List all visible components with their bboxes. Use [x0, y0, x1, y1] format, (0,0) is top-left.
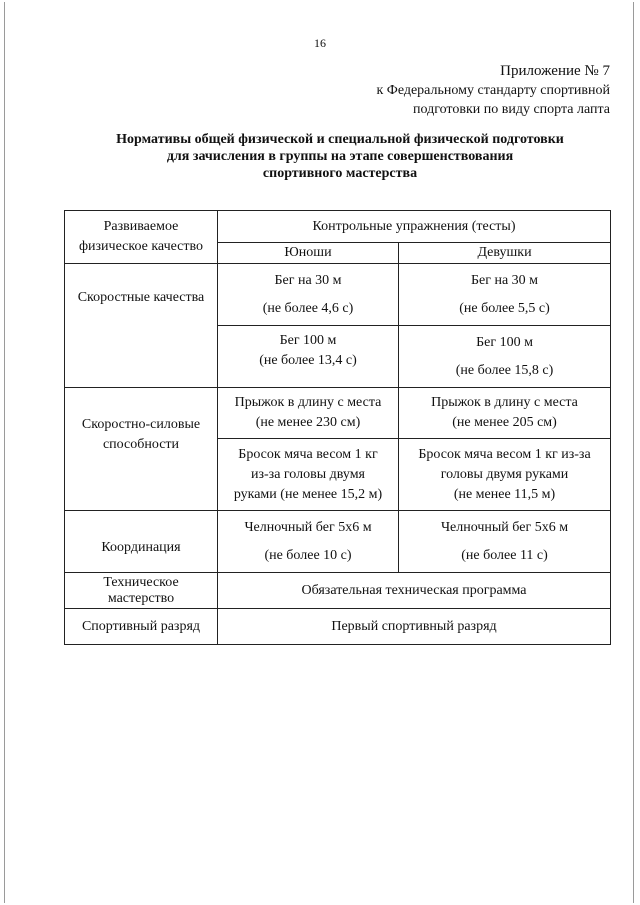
appendix-number: Приложение № 7: [500, 63, 610, 79]
rank-quality-cell: Спортивный разряд: [65, 609, 218, 645]
speed-quality-label: Скоростные качества: [77, 289, 205, 305]
title-line-1: Нормативы общей физической и специальной физической подготовки: [116, 132, 564, 147]
coordination-girls-name: Челночный бег 5х6 м: [440, 519, 569, 535]
speed-strength-quality: [69, 415, 213, 455]
jump-boys-name: Прыжок в длину с места: [234, 395, 382, 410]
jump-boys-value: (не менее 230 см): [255, 415, 361, 430]
header-quality-cell: [65, 211, 218, 264]
appendix-line-3: подготовки по виду спорта лапта: [412, 102, 610, 117]
speed-strength-quality-line-2: способности: [102, 437, 180, 452]
table-row: [65, 511, 611, 573]
header-quality-line-2: физическое качество: [78, 239, 204, 254]
coordination-quality: Координация: [101, 539, 181, 555]
speed-girls-30-name: Бег на 30 м: [470, 272, 539, 288]
coordination-girls-value: (не более 11 с): [461, 547, 548, 563]
jump-boys-cell: [218, 388, 399, 439]
appendix-line-2: к Федеральному стандарту спортивной: [376, 83, 610, 98]
header-row: [65, 211, 611, 243]
title-line-2: для зачисления в группы на этапе совершенствования: [166, 149, 514, 164]
appendix-header: [376, 62, 610, 119]
speed-boys-30-value: (не более 4,6 с): [262, 300, 354, 316]
throw-girls-line-2: головы двумя руками: [440, 466, 569, 482]
technical-value-cell: Обязательная техническая программа: [218, 573, 611, 609]
coordination-quality-cell: [65, 511, 218, 573]
rank-value-cell: Первый спортивный разряд: [218, 609, 611, 645]
jump-girls-value: (не менее 205 см): [452, 415, 557, 430]
speed-boys-100-name: Бег 100 м: [279, 332, 337, 348]
throw-girls-line-1: Бросок мяча весом 1 кг из-за: [418, 446, 591, 462]
technical-quality-line-1: Техническое: [103, 574, 179, 590]
speed-strength-quality-line-1: Скоростно-силовые: [81, 417, 201, 432]
speed-boys-30-name: Бег на 30 м: [274, 272, 342, 288]
coordination-boys-name: Челночный бег 5х6 м: [244, 519, 372, 535]
technical-quality-line-2: мастерство: [107, 590, 175, 606]
throw-boys-cell: [218, 439, 399, 511]
speed-girls-100-cell: [399, 326, 611, 388]
speed-girls-100-value: (не более 15,8 с): [455, 362, 554, 378]
title-line-3: спортивного мастерства: [262, 166, 418, 181]
page-number: 16: [314, 36, 326, 50]
header-girls-cell: Девушки: [399, 243, 611, 264]
norms-table: [64, 210, 611, 645]
throw-boys-line-3: руками (не менее 15,2 м): [233, 486, 383, 502]
header-quality-line-1: Развиваемое: [103, 219, 179, 234]
header-boys-cell: Юноши: [218, 243, 399, 264]
coordination-boys-value: (не более 10 с): [264, 547, 352, 563]
speed-quality-cell: [65, 264, 218, 388]
speed-boys-100-value: (не более 13,4 с): [259, 352, 357, 368]
throw-boys-line-1: Бросок мяча весом 1 кг: [238, 446, 378, 462]
throw-girls-line-3: (не менее 11,5 м): [453, 486, 556, 502]
technical-quality-cell: [65, 573, 218, 609]
table-row: [65, 609, 611, 645]
table-row: [65, 388, 611, 439]
throw-girls-cell: [399, 439, 611, 511]
speed-boys-30-cell: [218, 264, 399, 326]
header-tests-cell: Контрольные упражнения (тесты): [218, 211, 611, 243]
coordination-boys-cell: [218, 511, 399, 573]
table-row: [65, 573, 611, 609]
throw-boys-line-2: из-за головы двумя: [250, 466, 365, 482]
table-row: [65, 264, 611, 326]
speed-girls-30-cell: [399, 264, 611, 326]
speed-girls-30-value: (не более 5,5 с): [459, 300, 550, 316]
speed-boys-100-cell: [218, 326, 399, 388]
speed-girls-100-name: Бег 100 м: [476, 334, 533, 350]
document-title: [40, 131, 640, 182]
jump-girls-name: Прыжок в длину с места: [431, 395, 578, 410]
jump-girls-cell: [399, 388, 611, 439]
speed-strength-quality-cell: [65, 388, 218, 511]
coordination-girls-cell: [399, 511, 611, 573]
